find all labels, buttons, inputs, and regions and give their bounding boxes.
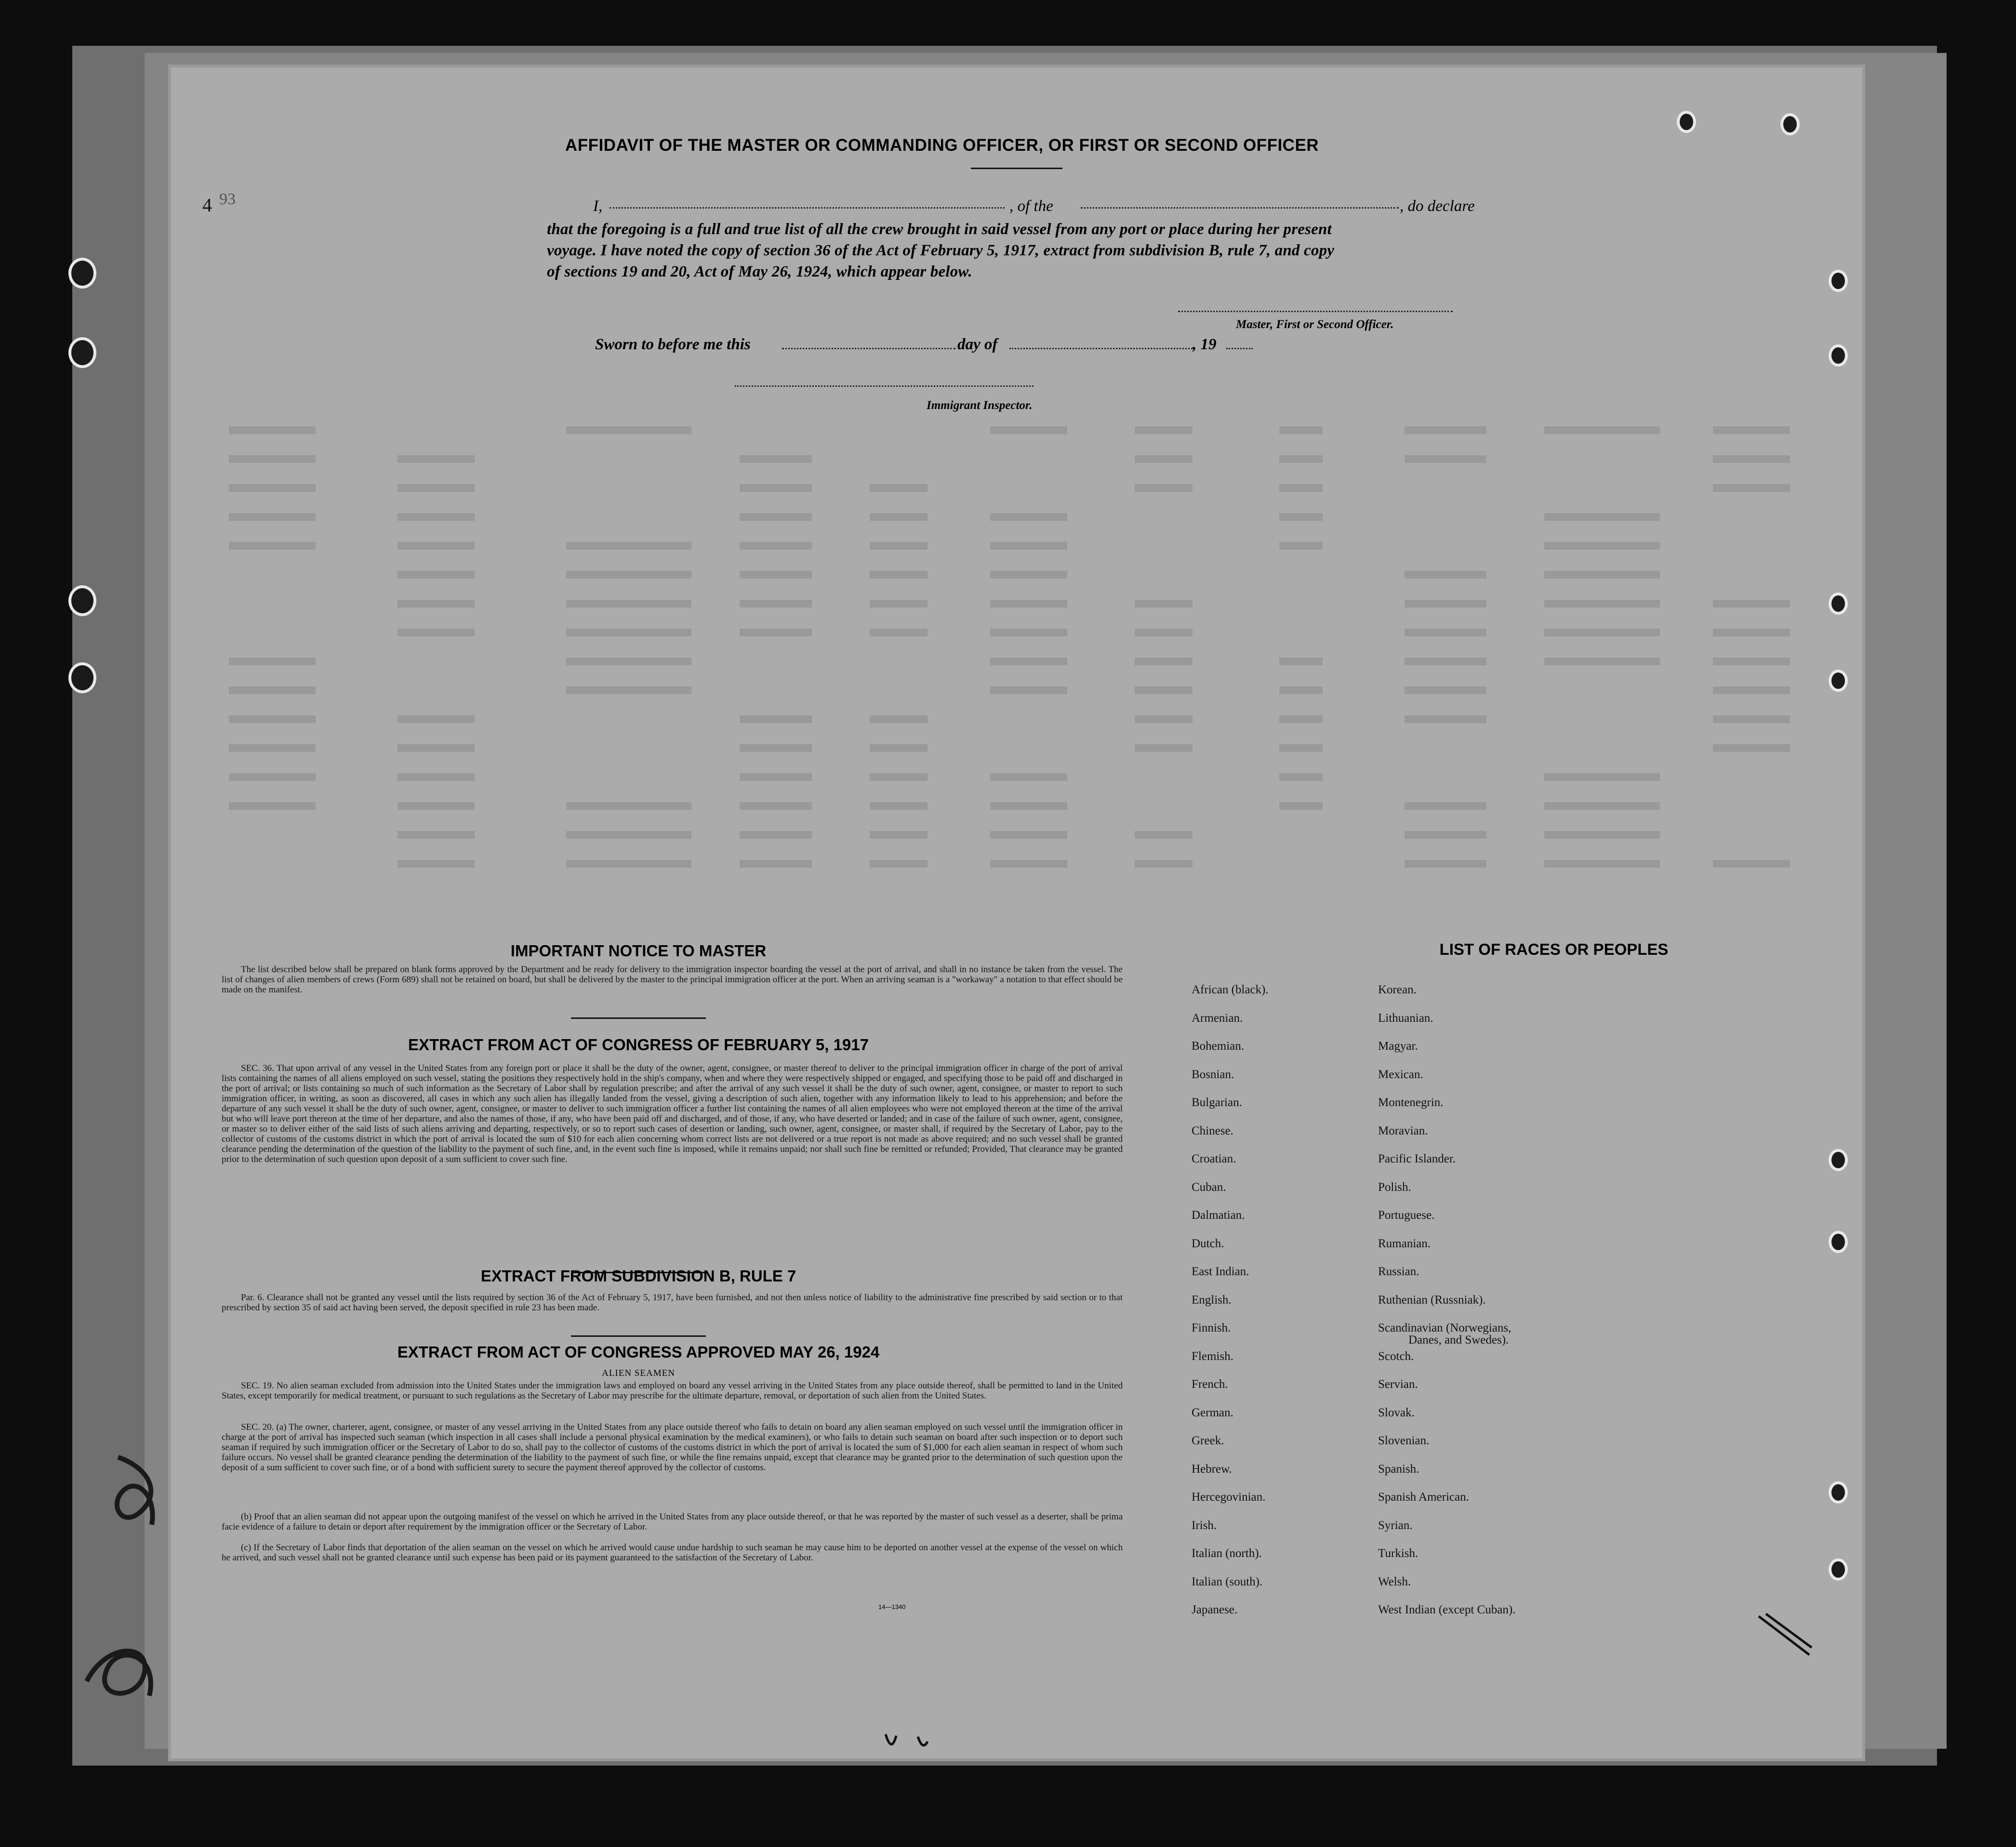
bleed-through-mark — [740, 455, 812, 463]
race-item: Hercegovinian. — [1192, 1491, 1266, 1504]
bleed-through-mark — [1279, 542, 1323, 550]
bleed-through-mark — [740, 773, 812, 781]
bleed-through-mark — [870, 629, 928, 636]
bleed-through-mark — [1279, 744, 1323, 752]
bleed-through-mark — [1135, 744, 1193, 752]
extract-rule7-title: EXTRACT FROM SUBDIVISION B, RULE 7 — [480, 1267, 796, 1285]
bleed-through-mark — [990, 513, 1067, 521]
string-scribble — [77, 1623, 164, 1710]
race-item: Welsh. — [1378, 1575, 1411, 1588]
race-item: Bulgarian. — [1192, 1096, 1242, 1109]
affidavit-title: AFFIDAVIT OF THE MASTER OR COMMANDING OFFICER, OR FIRST OR SECOND OFFICER — [565, 136, 1319, 155]
race-item: Mexican. — [1378, 1068, 1423, 1081]
bleed-through-mark — [740, 484, 812, 492]
affidavit-body-line1: that the foregoing is a full and true list of all the crew brought in said vessel from any port or place during her present — [547, 221, 1332, 238]
bleed-through-mark — [1544, 542, 1660, 550]
race-item: Scandinavian (Norwegians, — [1378, 1321, 1512, 1334]
bleed-through-mark — [1279, 715, 1323, 723]
bleed-through-mark — [740, 629, 812, 636]
bleed-through-mark — [1135, 860, 1193, 868]
bleed-through-mark — [1713, 860, 1790, 868]
bleed-through-mark — [1405, 629, 1486, 636]
bleed-through-mark — [870, 600, 928, 607]
race-item: Scotch. — [1378, 1349, 1414, 1363]
bleed-through-mark — [1135, 831, 1193, 839]
bleed-through-mark — [1135, 426, 1193, 434]
race-item: Lithuanian. — [1378, 1011, 1433, 1025]
bleed-through-mark — [566, 658, 691, 665]
page-hole — [1780, 113, 1800, 135]
race-item: Cuban. — [1192, 1180, 1226, 1194]
bleed-through-mark — [740, 600, 812, 607]
bleed-through-mark — [1544, 513, 1660, 521]
races-right-column — [1378, 983, 1515, 1631]
bleed-through-mark — [990, 802, 1067, 810]
race-item: Dutch. — [1192, 1237, 1224, 1250]
extract-1924-title: EXTRACT FROM ACT OF CONGRESS APPROVED MAY 26, 1924 — [397, 1343, 880, 1361]
bleed-through-mark — [398, 744, 475, 752]
race-item: African (black). — [1192, 983, 1269, 996]
bleed-through-mark — [398, 542, 475, 550]
race-item: Italian (north). — [1192, 1547, 1262, 1560]
bleed-through-mark — [1544, 773, 1660, 781]
bleed-through-mark — [740, 715, 812, 723]
bleed-through-mark — [870, 715, 928, 723]
race-item: Armenian. — [1192, 1011, 1243, 1025]
bleed-through-mark — [566, 860, 691, 868]
race-item: Irish. — [1192, 1518, 1217, 1532]
master-signature-line — [1178, 311, 1453, 312]
race-item: Syrian. — [1378, 1518, 1413, 1532]
bleed-through-mark — [870, 773, 928, 781]
bleed-through-mark — [1713, 629, 1790, 636]
bleed-through-mark — [740, 802, 812, 810]
affidavit-do-declare-label: , do declare — [1400, 198, 1475, 215]
bleed-through-mark — [1405, 802, 1486, 810]
sec19-text: SEC. 19. No alien seaman excluded from admission into the United States under the immigration laws and employed on board any vessel arriving in the United States from any place outside thereof, shall be permitted to land in the United States, except temporarily for medical treatment, or pursuant to such regulations as the Secretary of Labor may prescribe for the ultimate departure, removal, or deportation of such alien from the United States. — [222, 1381, 1123, 1401]
bleed-through-mark — [990, 686, 1067, 694]
bleed-through-mark — [566, 629, 691, 636]
bleed-through-mark — [229, 686, 316, 694]
string-scribble — [104, 1448, 166, 1539]
page-hole — [1829, 1481, 1848, 1504]
bleed-through-mark — [870, 860, 928, 868]
extract-rule7-body: Par. 6. Clearance shall not be granted any vessel until the lists required by section 36 of the Act of February 5, 1917, have been furnished, and not then unless notice of liability to the administrative fine prescribed by said section or to that prescribed by section 35 of said act having been served, the deposit specified in rule 23 has been made. — [222, 1293, 1123, 1313]
race-item: Turkish. — [1378, 1547, 1419, 1560]
race-item: Dalmatian. — [1192, 1209, 1245, 1222]
race-item: Ruthenian (Russniak). — [1378, 1293, 1486, 1306]
bleed-through-mark — [398, 802, 475, 810]
bleed-through-mark — [990, 773, 1067, 781]
bleed-through-mark — [1405, 455, 1486, 463]
bleed-through-mark — [1713, 744, 1790, 752]
page-hole — [1829, 670, 1848, 692]
bleed-through-mark — [1279, 773, 1323, 781]
bleed-through-mark — [566, 802, 691, 810]
affidavit-of-the-label: , of the — [1009, 198, 1053, 215]
bleed-through-mark — [1135, 455, 1193, 463]
race-item: Flemish. — [1192, 1349, 1233, 1363]
race-item: English. — [1192, 1293, 1232, 1306]
race-item: Slovenian. — [1378, 1434, 1430, 1447]
bleed-through-mark — [229, 744, 316, 752]
bleed-through-mark — [740, 542, 812, 550]
extract-1917-body: SEC. 36. That upon arrival of any vessel in the United States from any foreign port or place it shall be the duty of the owner, agent, consignee, or master thereof to deliver to the principal immigration officer in charge of the port of arrival lists containing the names of all aliens employed on such vessel, stating the positions they respectively hold in the ship's company, when and where they were respectively shipped or engaged, and specifying those to be paid off and discharged in the port of arrival; or lists containing so much of such information as the Secretary of Labor shall by regulation prescribe; and after the arrival of any such vessel it shall be the duty of such owner, agent, consignee, or master to report to such immigration officer, in writing, as soon as discovered, all cases in which any such alien has illegally landed from the vessel, giving a description of such alien, together with any information likely to lead to his apprehension; and before the departure of any such vessel it shall be the duty of such owner, agent, consignee, or master to deliver to such immigration officer a further list containing the names of all alien employees who were not employed thereon at the time of the arrival but who will leave port thereon at the time of her departure, and also the names of those, if any, who have been paid off and discharged, and of those, if any, who have deserted or landed; and in case of the failure of such owner, agent, consignee, or master so to deliver either of the said lists of such aliens arriving and departing, respectively, or so to report such cases of desertion or landing, such owner, agent, consignee, or master shall, if required by the Secretary of Labor, pay to the collector of customs of the customs district in which the port of arrival is located the sum of $10 for each alien concerning whom correct lists are not delivered or a true report is not made as above required; and no such vessel shall be granted clearance pending the determination of the question of the liability to the payment of such fine, and, in the event such fine is imposed, while it remains unpaid; nor shall such fine be remitted or refunded; Provided, That clearance may be granted prior to the determination of such question upon deposit of a sum sufficient to cover such fine. — [222, 1063, 1123, 1164]
races-left-column — [1192, 983, 1269, 1631]
bleed-through-mark — [870, 802, 928, 810]
bleed-through-mark — [990, 600, 1067, 607]
sec20a-text: SEC. 20. (a) The owner, charterer, agent, consignee, or master of any vessel arriving in the United States from any place outside thereof who fails to detain on board any alien seaman employed on such vessel until the immigration officer in charge at the port of arrival has inspected such seaman (which inspection in all cases shall include a personal physical examination by the medical examiners), or who fails to detain such seaman on board after such inspection or to deport such seaman if required by such immigration officer or the Secretary of Labor to do so, shall pay to the collector of customs of the customs district in which the port of arrival is located the sum of $1,000 for each alien seaman in respect of whom such failure occurs. No vessel shall be granted clearance pending the determination of the liability to the payment of such fine, or while the fine remains unpaid, except that clearance may be granted prior to the determination of such question upon the deposit of a sum sufficient to cover such fine, or of a bond with sufficient surety to secure the payment thereof approved by the collector of customs. — [222, 1422, 1123, 1473]
bleed-through-mark — [990, 658, 1067, 665]
margin-number-faint: 93 — [219, 190, 236, 208]
bleed-through-mark — [229, 513, 316, 521]
race-item: Magyar. — [1378, 1040, 1418, 1053]
bleed-through-mark — [870, 542, 928, 550]
section-rule — [571, 1017, 706, 1019]
form-page — [171, 67, 1862, 1758]
bleed-through-mark — [566, 571, 691, 579]
day-of-label: day of — [957, 336, 998, 353]
race-item: Spanish. — [1378, 1462, 1419, 1476]
name-blank — [610, 207, 1005, 209]
affidavit-i-label: I, — [593, 198, 603, 215]
race-item: Bohemian. — [1192, 1040, 1245, 1053]
sec20b-text: (b) Proof that an alien seaman did not appear upon the outgoing manifest of the vessel on which he arrived in the United States from any place outside thereof, or that he was reported by the master of such vessel as a deserter, shall be prima facie evidence of a failure to detain or deport after requirement by the immigration officer or the Secretary of Labor. — [222, 1512, 1123, 1532]
bleed-through-mark — [1544, 860, 1660, 868]
page-hole — [1829, 1231, 1848, 1253]
bleed-through-mark — [990, 629, 1067, 636]
race-item-continuation: Danes, and Swedes). — [1408, 1333, 1509, 1346]
binder-hole — [68, 662, 96, 693]
extract-1917-title: EXTRACT FROM ACT OF CONGRESS OF FEBRUARY 5, 1917 — [408, 1036, 869, 1054]
bleed-through-mark — [1713, 426, 1790, 434]
race-item: Spanish American. — [1378, 1491, 1469, 1504]
bleed-through-mark — [1544, 571, 1660, 579]
bleed-through-mark — [566, 542, 691, 550]
race-item: Finnish. — [1192, 1321, 1231, 1334]
title-rule — [971, 168, 1062, 169]
bleed-through-mark — [1279, 513, 1323, 521]
race-item: Greek. — [1192, 1434, 1224, 1447]
sworn-month-blank — [1009, 348, 1193, 349]
bleed-through-mark — [1405, 860, 1486, 868]
binder-hole — [68, 337, 96, 368]
inspector-signature-line — [735, 385, 1034, 387]
extract-1924-subtitle: ALIEN SEAMEN — [602, 1368, 675, 1378]
bleed-through-mark — [1544, 426, 1660, 434]
bleed-through-mark — [1279, 802, 1323, 810]
race-item: German. — [1192, 1406, 1233, 1419]
year-blank — [1226, 348, 1253, 349]
section-rule — [571, 1335, 706, 1337]
bleed-through-mark — [398, 831, 475, 839]
bleed-through-mark — [1135, 715, 1193, 723]
bleed-through-mark — [740, 513, 812, 521]
race-item: Italian (south). — [1192, 1575, 1263, 1588]
bleed-through-mark — [990, 542, 1067, 550]
binder-hole — [68, 258, 96, 289]
bleed-through-mark — [870, 484, 928, 492]
bleed-through-mark — [229, 455, 316, 463]
bleed-through-mark — [740, 860, 812, 868]
bleed-through-mark — [1405, 658, 1486, 665]
page-hole — [1829, 270, 1848, 292]
bleed-through-mark — [1135, 484, 1193, 492]
bleed-through-mark — [1544, 831, 1660, 839]
bleed-through-mark — [566, 426, 691, 434]
bleed-through-mark — [990, 860, 1067, 868]
bleed-through-mark — [1279, 426, 1323, 434]
bleed-through-mark — [398, 513, 475, 521]
notice-body: The list described below shall be prepared on blank forms approved by the Department and be ready for delivery to the immigration inspector boarding the vessel at the port of arrival, and shall in no instance be taken from the vessel. The list of changes of alien members of crews (Form 689) shall not be retained on board, but shall be delivered by the master to the principal immigration officer at the port. When an arriving seaman is a "workaway" a notation to that effect should be made on the manifest. — [222, 964, 1123, 995]
bleed-through-mark — [1544, 802, 1660, 810]
race-item: Chinese. — [1192, 1124, 1233, 1137]
race-item: Japanese. — [1192, 1603, 1238, 1616]
bleed-through-mark — [1405, 831, 1486, 839]
bleed-through-mark — [870, 831, 928, 839]
bleed-through-mark — [229, 802, 316, 810]
notice-title: IMPORTANT NOTICE TO MASTER — [510, 942, 767, 960]
master-caption: Master, First or Second Officer. — [1236, 318, 1394, 331]
bleed-through-mark — [398, 571, 475, 579]
bleed-through-mark — [990, 426, 1067, 434]
bleed-through-mark — [1713, 715, 1790, 723]
bleed-through-mark — [870, 571, 928, 579]
year-label: , 19 — [1193, 336, 1217, 353]
binder-hole — [68, 585, 96, 616]
race-item: Russian. — [1378, 1265, 1419, 1278]
bleed-through-mark — [229, 715, 316, 723]
races-title: LIST OF RACES OR PEOPLES — [1439, 940, 1669, 958]
bleed-through-mark — [1135, 629, 1193, 636]
sworn-day-blank — [782, 348, 955, 349]
sec20c-text: (c) If the Secretary of Labor finds that deportation of the alien seaman on the vessel on which he arrived would cause undue hardship to such seaman he may cause him to be deported on another vessel at the expense of the vessel on which he arrived, and such vessel shall not be granted clearance until such expense has been paid or its payment guaranteed to the satisfaction of the Secretary of Labor. — [222, 1543, 1123, 1563]
bleed-through-mark — [1544, 658, 1660, 665]
bleed-through-mark — [740, 744, 812, 752]
bleed-through-mark — [1279, 686, 1323, 694]
bleed-through-mark — [398, 773, 475, 781]
bleed-through-mark — [566, 600, 691, 607]
bleed-through-mark — [229, 542, 316, 550]
bleed-through-mark — [1405, 600, 1486, 607]
bleed-through-mark — [1405, 571, 1486, 579]
bleed-through-mark — [1135, 600, 1193, 607]
bleed-through-mark — [1713, 455, 1790, 463]
race-item: Montenegrin. — [1378, 1096, 1444, 1109]
vessel-blank — [1081, 207, 1399, 209]
sworn-label: Sworn to before me this — [595, 336, 751, 353]
bleed-through-mark — [1713, 686, 1790, 694]
bleed-through-mark — [1279, 455, 1323, 463]
bleed-through-mark — [1544, 600, 1660, 607]
margin-number: 4 — [202, 194, 212, 216]
bleed-through-mark — [398, 600, 475, 607]
bleed-through-mark — [398, 715, 475, 723]
pen-check-mark — [1756, 1609, 1814, 1662]
bleed-through-mark — [1713, 658, 1790, 665]
bleed-through-mark — [740, 831, 812, 839]
bleed-through-mark — [740, 571, 812, 579]
bleed-through-mark — [1279, 484, 1323, 492]
pen-scribble — [882, 1732, 940, 1756]
bleed-through-mark — [870, 513, 928, 521]
bleed-through-mark — [1135, 658, 1193, 665]
bleed-through-mark — [1713, 600, 1790, 607]
bleed-through-mark — [1713, 484, 1790, 492]
bleed-through-mark — [1405, 686, 1486, 694]
bleed-through-mark — [1405, 426, 1486, 434]
bleed-through-mark — [1135, 686, 1193, 694]
bleed-through-mark — [1279, 658, 1323, 665]
race-item: Servian. — [1378, 1378, 1418, 1391]
affidavit-body-line2: voyage. I have noted the copy of section 36 of the Act of February 5, 1917, extract from subdivision B, rule 7, and copy — [547, 242, 1335, 259]
page-hole — [1829, 593, 1848, 615]
bleed-through-mark — [990, 831, 1067, 839]
race-item: Rumanian. — [1378, 1237, 1431, 1250]
race-item: Pacific Islander. — [1378, 1152, 1456, 1165]
bleed-through-mark — [990, 571, 1067, 579]
page-hole — [1829, 1149, 1848, 1171]
bleed-through-mark — [229, 658, 316, 665]
race-item: Polish. — [1378, 1180, 1411, 1194]
bleed-through-mark — [229, 484, 316, 492]
bleed-through-mark — [870, 744, 928, 752]
form-number: 14—1340 — [878, 1603, 906, 1610]
bleed-through-mark — [398, 629, 475, 636]
bleed-through-mark — [1544, 629, 1660, 636]
bleed-through-mark — [566, 831, 691, 839]
race-item: French. — [1192, 1378, 1228, 1391]
race-item: West Indian (except Cuban). — [1378, 1603, 1516, 1616]
bleed-through-mark — [229, 426, 316, 434]
race-item: Hebrew. — [1192, 1462, 1232, 1476]
bleed-through-mark — [1405, 715, 1486, 723]
bleed-through-mark — [398, 455, 475, 463]
inspector-caption: Immigrant Inspector. — [927, 399, 1033, 412]
bleed-through-mark — [229, 773, 316, 781]
bleed-through-mark — [398, 484, 475, 492]
race-item: East Indian. — [1192, 1265, 1249, 1278]
race-item: Korean. — [1378, 983, 1417, 996]
page-hole — [1829, 1558, 1848, 1581]
race-item: Portuguese. — [1378, 1209, 1435, 1222]
bleed-through-mark — [566, 686, 691, 694]
page-hole — [1677, 111, 1696, 133]
race-item: Croatian. — [1192, 1152, 1236, 1165]
page-hole — [1829, 344, 1848, 367]
bleed-through-mark — [398, 860, 475, 868]
race-item: Bosnian. — [1192, 1068, 1234, 1081]
race-item: Slovak. — [1378, 1406, 1415, 1419]
race-item: Moravian. — [1378, 1124, 1428, 1137]
affidavit-body-line3: of sections 19 and 20, Act of May 26, 1924, which appear below. — [547, 263, 972, 280]
